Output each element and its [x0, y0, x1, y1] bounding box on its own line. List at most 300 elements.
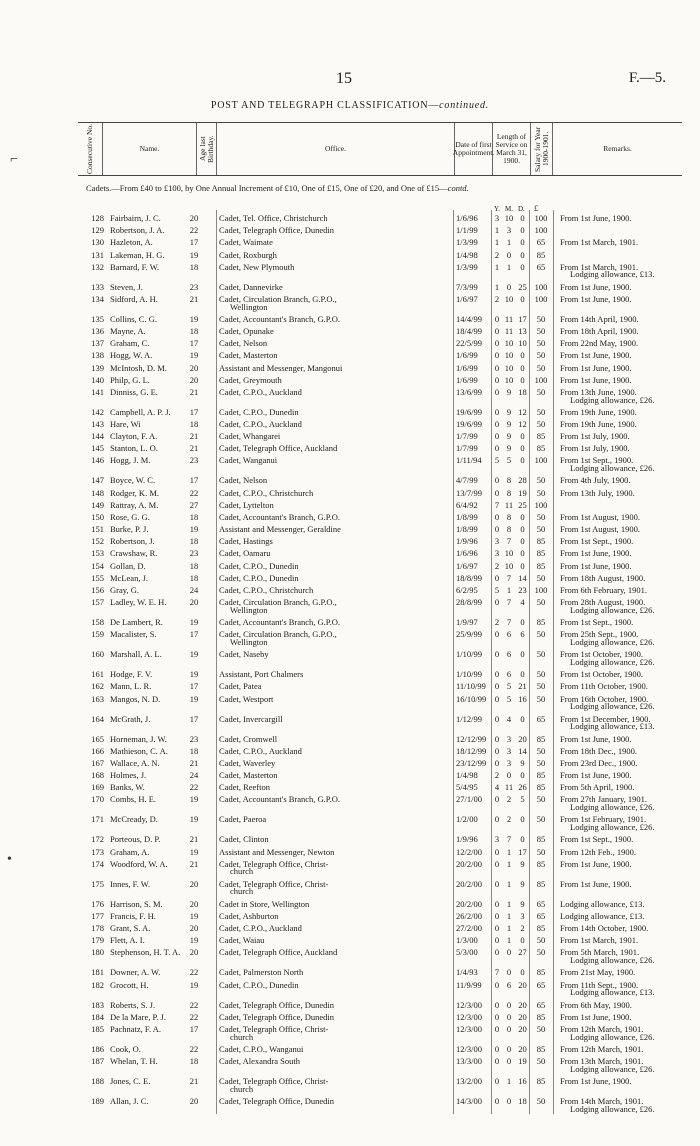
row-date: 1/11/94 [456, 455, 482, 466]
unit-days: D. [518, 205, 525, 213]
row-number: 158 [91, 617, 104, 627]
row-age: 22 [189, 1043, 199, 1054]
row-office: Cadet, Telegraph Office, Auckland [219, 443, 338, 454]
row-days: 0 [520, 225, 525, 236]
row-months: 0 [506, 967, 512, 978]
row-remarks: From 16th October, 1900. [560, 693, 649, 704]
row-office: Cadet, Telegraph Office, Dunedin [219, 1096, 334, 1106]
row-office: Assistant and Messenger, Newton [219, 846, 335, 857]
row-remarks: From 1st March, 1901. [560, 261, 639, 272]
row-name: Francis, F. H. [110, 910, 156, 921]
row-number: 162 [91, 681, 104, 692]
row-days: 27 [518, 947, 527, 958]
row-salary: 85 [536, 560, 546, 571]
page-number: 15 [336, 70, 352, 87]
row-number: 154 [91, 560, 104, 571]
row-years: 2 [494, 249, 500, 260]
row-date: 13/3/00 [456, 1056, 482, 1066]
row-date: 6/2/95 [456, 584, 478, 595]
row-days: 0 [520, 669, 525, 680]
row-name: Combs, H. E. [110, 794, 157, 805]
row-date: 1/12/99 [456, 713, 482, 724]
col-salary: Salary for Year 1900-1901. [532, 126, 550, 172]
row-remarks: From 12th Feb., 1900. [560, 846, 637, 857]
row-age: 22 [189, 999, 199, 1010]
row-years: 0 [494, 1076, 500, 1086]
row-days: 0 [520, 362, 525, 373]
row-date: 1/6/99 [456, 374, 478, 385]
row-years: 0 [494, 693, 500, 704]
row-days: 16 [518, 693, 527, 704]
row-name: Gray, G. [110, 584, 139, 595]
row-salary: 50 [536, 362, 546, 373]
row-number: 173 [91, 846, 104, 857]
rule-office [216, 210, 217, 1114]
row-months: 9 [506, 418, 512, 429]
row-office: Cadet, Patea [219, 681, 262, 692]
row-remarks-cont: Lodging allowance, £26. [570, 955, 655, 966]
row-days: 20 [518, 1023, 527, 1034]
row-date: 28/8/99 [456, 597, 482, 607]
row-years: 0 [494, 418, 500, 429]
row-name: Stanton, L. O. [110, 443, 158, 454]
row-name: McGrath, J. [110, 713, 151, 724]
row-salary: 100 [534, 455, 548, 466]
row-salary: 85 [536, 1011, 546, 1022]
row-remarks: From 1st March, 1901. [560, 237, 639, 248]
row-office: Cadet, Tel. Office, Christchurch [219, 213, 328, 223]
row-name: McLean, J. [110, 572, 149, 583]
row-age: 19 [189, 649, 199, 660]
row-age: 18 [189, 261, 199, 272]
row-months: 11 [504, 499, 514, 510]
row-age: 21 [189, 293, 199, 304]
row-days: 9 [520, 757, 525, 768]
row-months: 1 [506, 846, 512, 857]
col-service: Length of Service on March 31, 1900. [492, 123, 530, 175]
row-remarks: From 23rd Dec., 1900. [560, 757, 638, 768]
row-office: Cadet, C.P.O., Dunedin [219, 406, 299, 417]
col-age: Age last Birthday. [197, 135, 215, 163]
row-months: 1 [506, 1076, 512, 1086]
row-date: 12/3/00 [456, 1011, 482, 1022]
row-age: 20 [189, 362, 199, 373]
col-date: Date of first Appointment. [454, 123, 492, 175]
row-age: 20 [189, 878, 199, 889]
row-years: 1 [494, 237, 500, 248]
row-number: 176 [91, 898, 104, 909]
row-number: 166 [91, 745, 104, 756]
row-months: 7 [506, 536, 512, 547]
row-office: Cadet, Invercargill [219, 713, 283, 724]
row-months: 11 [504, 782, 514, 793]
row-days: 3 [520, 910, 525, 921]
row-months: 8 [506, 511, 512, 522]
row-number: 148 [91, 487, 104, 498]
row-years: 0 [494, 443, 500, 454]
row-years: 0 [494, 794, 500, 805]
row-remarks: From 5th April, 1900. [560, 782, 635, 793]
row-years: 0 [494, 597, 500, 607]
row-years: 2 [494, 560, 500, 571]
row-name: Rattray, A. M. [110, 499, 159, 510]
row-days: 0 [520, 548, 525, 559]
row-number: 171 [91, 814, 104, 825]
row-office: Cadet, Masterton [219, 770, 278, 780]
row-office-cont: church [230, 886, 254, 897]
row-date: 5/4/95 [456, 782, 478, 793]
row-salary: 85 [536, 1043, 546, 1054]
row-name: Fairbairn, J. C. [110, 213, 161, 223]
row-salary: 85 [536, 858, 546, 869]
row-years: 0 [494, 524, 500, 535]
row-days: 5 [520, 794, 525, 805]
row-date: 14/4/99 [456, 313, 482, 324]
row-days: 9 [520, 858, 525, 869]
row-remarks: From 1st June, 1900. [560, 1076, 632, 1086]
row-office: Cadet, Nelson [219, 475, 268, 486]
row-name: Mathieson, C. A. [110, 745, 168, 756]
row-name: Robertson, J. A. [110, 225, 165, 236]
row-years: 0 [494, 846, 500, 857]
row-salary: 85 [536, 967, 546, 978]
row-years: 0 [494, 313, 500, 324]
row-name: Hazleton, A. [110, 237, 153, 248]
row-name: Cook, O. [110, 1043, 141, 1054]
row-office: Cadet, Reefton [219, 782, 270, 793]
row-number: 168 [91, 770, 104, 780]
row-days: 12 [518, 418, 527, 429]
row-age: 19 [189, 524, 199, 535]
row-remarks: From 1st June, 1900. [560, 362, 632, 373]
row-months: 9 [506, 386, 512, 397]
row-days: 10 [518, 338, 527, 349]
row-number: 160 [91, 649, 104, 660]
row-office: Cadet, Waverley [219, 757, 276, 768]
row-months: 3 [506, 757, 512, 768]
row-months: 6 [506, 669, 512, 680]
row-remarks: From 1st June, 1900. [560, 350, 632, 361]
row-date: 1/6/99 [456, 350, 478, 361]
row-salary: 50 [536, 629, 546, 640]
row-days: 0 [520, 649, 525, 660]
row-salary: 100 [534, 584, 548, 595]
row-months: 1 [506, 237, 512, 248]
row-date: 1/3/99 [456, 237, 478, 248]
row-years: 0 [494, 681, 500, 692]
row-date: 13/2/00 [456, 1076, 482, 1086]
row-name: Mayne, A. [110, 326, 146, 336]
row-years: 0 [494, 898, 500, 909]
row-office-cont: church [230, 1031, 254, 1042]
row-name: Crawshaw, R. [110, 548, 158, 559]
row-office: Assistant and Messenger, Mangonui [219, 362, 343, 373]
row-office: Cadet, Telegraph Office, Dunedin [219, 999, 334, 1010]
row-number: 156 [91, 584, 104, 595]
row-office: Cadet, Alexandra South [219, 1056, 300, 1066]
row-age: 17 [189, 681, 199, 692]
row-number: 147 [91, 475, 104, 486]
row-years: 0 [494, 979, 500, 990]
row-salary: 50 [536, 511, 546, 522]
row-salary: 50 [536, 1023, 546, 1034]
col-salary-wrap [530, 123, 552, 175]
row-number: 137 [91, 338, 104, 349]
row-salary: 100 [534, 213, 548, 223]
row-salary: 85 [536, 443, 546, 454]
row-name: Allan, J. C. [110, 1096, 149, 1106]
row-date: 27/2/00 [456, 923, 482, 933]
row-age: 17 [189, 475, 199, 486]
row-months: 8 [506, 475, 512, 486]
row-remarks: From 1st June, 1900. [560, 281, 632, 292]
row-age: 17 [189, 338, 199, 349]
row-office: Assistant, Port Chalmers [219, 669, 304, 680]
row-age: 19 [189, 935, 199, 946]
row-remarks: From 4th July, 1900. [560, 475, 631, 486]
row-age: 20 [189, 923, 199, 933]
row-salary: 100 [534, 293, 548, 304]
row-remarks: From 1st July, 1900. [560, 431, 630, 442]
row-years: 0 [494, 629, 500, 640]
row-years: 0 [494, 649, 500, 660]
row-office: Cadet, Cromwell [219, 733, 278, 744]
row-salary: 50 [536, 846, 546, 857]
row-months: 8 [506, 524, 512, 535]
row-name: Mann, L. R. [110, 681, 152, 692]
row-age: 19 [189, 910, 199, 921]
row-months: 8 [506, 487, 512, 498]
row-name: Ladley, W. E. H. [110, 597, 167, 607]
row-salary: 65 [536, 261, 546, 272]
row-date: 22/5/99 [456, 338, 482, 349]
row-remarks-cont: Lodging allowance, £26. [570, 802, 655, 813]
row-months: 3 [506, 733, 512, 744]
row-number: 142 [91, 406, 104, 417]
row-remarks-cont: Lodging allowance, £26. [570, 604, 655, 615]
row-years: 7 [494, 499, 500, 510]
row-years: 0 [494, 386, 500, 397]
row-age: 24 [189, 770, 199, 780]
row-salary: 50 [536, 649, 546, 660]
row-remarks: From 12th March, 1901. [560, 1043, 644, 1054]
row-office: Cadet, Telegraph Office, Dunedin [219, 225, 334, 236]
row-name: Campbell, A. P. J. [110, 406, 171, 417]
row-date: 4/7/99 [456, 475, 478, 486]
row-date: 20/2/00 [456, 898, 482, 909]
row-number: 150 [91, 511, 104, 522]
row-salary: 85 [536, 536, 546, 547]
row-name: Sidford, A. H. [110, 293, 158, 304]
row-years: 2 [494, 293, 500, 304]
row-remarks: From 1st June, 1900. [560, 548, 632, 559]
row-months: 10 [504, 560, 514, 571]
row-age: 21 [189, 431, 199, 442]
row-months: 3 [506, 225, 512, 236]
row-age: 18 [189, 511, 199, 522]
row-name: Robertson, J. [110, 536, 155, 547]
row-age: 20 [189, 597, 199, 607]
row-office: Cadet, Circulation Branch, G.P.O., [219, 293, 337, 304]
row-salary: 50 [536, 681, 546, 692]
row-office: Cadet, Telegraph Office, Christ- [219, 858, 329, 869]
row-number: 182 [91, 979, 104, 990]
row-years: 0 [494, 878, 500, 889]
col-consecutive: Consecutive No. [85, 124, 94, 174]
row-salary: 50 [536, 572, 546, 583]
row-age: 19 [189, 249, 199, 260]
row-number: 141 [91, 386, 104, 397]
row-number: 138 [91, 350, 104, 361]
row-age: 20 [189, 213, 199, 223]
row-name: Burke, P. J. [110, 524, 149, 535]
row-remarks: Lodging allowance, £13. [560, 910, 645, 921]
row-name: Graham, C. [110, 338, 150, 349]
row-remarks: From 13th March, 1901. [560, 1056, 644, 1066]
row-years: 0 [494, 757, 500, 768]
row-remarks-cont: Lodging allowance, £26. [570, 701, 655, 712]
page-reference: F.—5. [628, 70, 666, 86]
section-heading: Cadets.—From £40 to £100, by One Annual Increment of £10, One of £15, One of £20, and One of £15—contd. [86, 183, 469, 193]
row-remarks: From 1st June, 1900. [560, 733, 632, 744]
row-salary: 65 [536, 898, 546, 909]
row-date: 1/3/00 [456, 935, 478, 946]
row-number: 149 [91, 499, 104, 510]
row-years: 1 [494, 261, 500, 272]
row-days: 0 [520, 511, 525, 522]
row-name: Mangos, N. D. [110, 693, 161, 704]
row-years: 0 [494, 923, 500, 933]
row-months: 6 [506, 629, 512, 640]
row-years: 3 [494, 536, 500, 547]
row-date: 1/8/99 [456, 511, 478, 522]
row-years: 0 [494, 406, 500, 417]
row-remarks-cont: Lodging allowance, £26. [570, 636, 655, 647]
row-years: 0 [494, 572, 500, 583]
row-date: 12/12/99 [456, 733, 487, 744]
row-office: Assistant and Messenger, Geraldine [219, 524, 341, 535]
row-office: Cadet, Accountant's Branch, G.P.O. [219, 313, 340, 324]
row-salary: 65 [536, 999, 546, 1010]
row-date: 12/3/00 [456, 999, 482, 1010]
row-number: 167 [91, 757, 104, 768]
row-years: 0 [494, 487, 500, 498]
row-date: 23/12/99 [456, 757, 487, 768]
row-days: 20 [518, 1043, 527, 1054]
row-date: 7/3/99 [456, 281, 478, 292]
row-date: 1/9/96 [456, 536, 478, 547]
row-years: 0 [494, 814, 500, 825]
row-office: Cadet, Palmerston North [219, 967, 304, 978]
row-remarks: From 19th June, 1900. [560, 406, 637, 417]
row-days: 0 [520, 455, 525, 466]
row-name: Stephenson, H. T. A. [110, 947, 181, 958]
row-salary: 50 [536, 597, 546, 607]
row-months: 2 [506, 794, 512, 805]
row-office: Cadet, Waiau [219, 935, 265, 946]
row-months: 11 [504, 326, 514, 336]
row-name: Pachnatz, F. A. [110, 1023, 162, 1034]
row-remarks: From 18th August, 1900. [560, 572, 646, 583]
row-office: Cadet, Telegraph Office, Christ- [219, 1023, 329, 1034]
row-months: 7 [506, 597, 512, 607]
row-office: Cadet, Greymouth [219, 374, 282, 385]
row-name: Marshall, A. L. [110, 649, 162, 660]
row-number: 164 [91, 713, 104, 724]
col-remarks: Remarks. [552, 123, 682, 175]
row-months: 5 [506, 681, 512, 692]
row-name: Downer, A. W. [110, 967, 161, 978]
row-age: 20 [189, 898, 199, 909]
row-office: Cadet, Westport [219, 693, 274, 704]
row-office: Cadet, C.P.O., Auckland [219, 386, 302, 397]
rule-remarks [553, 210, 554, 1114]
row-months: 2 [506, 814, 512, 825]
row-remarks-cont: Lodging allowance, £26. [570, 1031, 655, 1042]
row-name: Barnard, F. W. [110, 261, 160, 272]
margin-dot: • [7, 852, 12, 867]
row-name: Rose, G. G. [110, 511, 150, 522]
row-remarks: From 13th June, 1900. [560, 386, 637, 397]
row-age: 17 [189, 629, 199, 640]
row-salary: 85 [536, 431, 546, 442]
row-number: 172 [91, 834, 104, 845]
row-remarks: From 14th March, 1901. [560, 1096, 644, 1106]
row-number: 175 [91, 878, 104, 889]
row-number: 130 [91, 237, 104, 248]
row-days: 0 [520, 431, 525, 442]
row-days: 19 [518, 487, 527, 498]
row-number: 186 [91, 1043, 104, 1054]
row-name: Steven, J. [110, 281, 143, 292]
row-years: 0 [494, 475, 500, 486]
row-days: 0 [520, 834, 525, 845]
row-months: 9 [506, 431, 512, 442]
row-number: 139 [91, 362, 104, 373]
row-remarks-cont: Lodging allowance, £26. [570, 1103, 655, 1114]
row-salary: 50 [536, 1056, 546, 1066]
row-remarks: From 18th April, 1900. [560, 326, 639, 336]
row-months: 6 [506, 979, 512, 990]
row-months: 10 [504, 374, 514, 385]
row-months: 4 [506, 713, 512, 724]
row-name: Grant, S. A. [110, 923, 151, 933]
row-remarks: From 1st Sept., 1900. [560, 455, 634, 466]
row-date: 18/4/99 [456, 326, 482, 336]
row-age: 23 [189, 548, 199, 559]
row-days: 17 [518, 846, 527, 857]
row-date: 1/6/96 [456, 213, 478, 223]
row-office: Cadet, Naseby [219, 649, 269, 660]
row-age: 20 [189, 1096, 199, 1106]
row-date: 1/4/98 [456, 249, 478, 260]
row-salary: 85 [536, 834, 546, 845]
row-years: 3 [494, 548, 500, 559]
row-age: 19 [189, 350, 199, 361]
row-office: Cadet, C.P.O., Dunedin [219, 560, 299, 571]
row-date: 1/4/93 [456, 967, 478, 978]
row-number: 136 [91, 326, 104, 336]
row-date: 1/4/98 [456, 770, 478, 780]
row-years: 0 [494, 733, 500, 744]
row-years: 5 [494, 584, 500, 595]
row-number: 159 [91, 629, 104, 640]
row-salary: 50 [536, 814, 546, 825]
row-days: 0 [520, 524, 525, 535]
row-date: 12/2/00 [456, 846, 482, 857]
row-office-cont: church [230, 1083, 254, 1094]
row-name: Rodger, K. M. [110, 487, 160, 498]
